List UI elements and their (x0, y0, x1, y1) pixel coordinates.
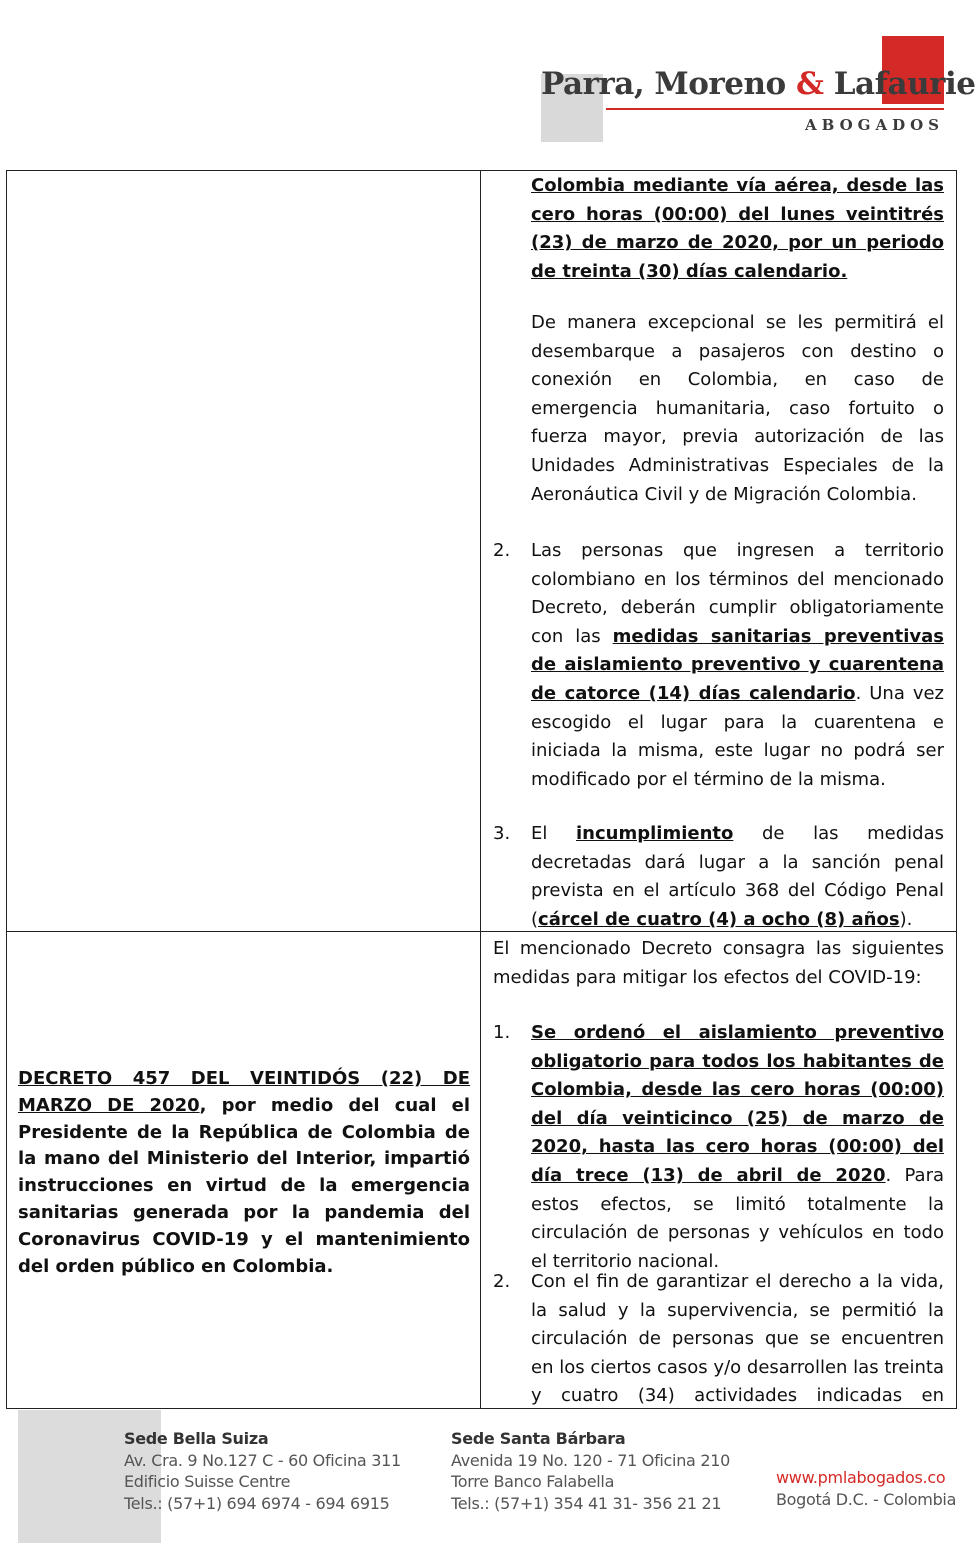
exception-paragraph: De manera excepcional se les permitirá el desembarque a pasajeros con destino o conexión en Colombia, en caso de emergencia humanitaria, caso fortuito o fuerza mayor, previa autorización de las Unidades Administrativas Especiales de la Aeronáutica Civil y de Migración Colombia. (531, 312, 944, 505)
list-number: 2. (493, 1271, 511, 1292)
item2-text-bold: medidas sanitarias preventivas de aislamiento preventivo y cuarentena de catorce (14) días calendario (531, 625, 944, 704)
list-item-penalty (531, 820, 944, 934)
footer-city: Bogotá D.C. - Colombia (776, 1489, 957, 1509)
decree-description (18, 1066, 470, 1280)
item2-text-c: . Una vez escogido el lugar para la cuarentena e iniciada la misma, este lugar no podrá ser modificado por el término de la misma. (531, 682, 945, 790)
measures-intro: El mencionado Decreto consagra las siguientes medidas para mitigar los efectos del COVID-19: (493, 938, 944, 988)
list-number: 1. (493, 1022, 511, 1043)
office-address: Avenida 19 No. 120 - 71 Oficina 210 (451, 1450, 730, 1470)
office-phones: Tels.: (57+1) 354 41 31- 356 21 21 (451, 1493, 722, 1513)
office-name: Sede Santa Bárbara (451, 1429, 626, 1448)
office-address: Av. Cra. 9 No.127 C - 60 Oficina 311 (124, 1450, 401, 1470)
item3-text-a: El (531, 823, 576, 844)
firm-name-part2: Lafaurie (823, 66, 976, 102)
item1-text-rest: . Para estos efectos, se limitó totalmente la circulación de personas y vehículos en todo el territorio nacional. (531, 1164, 945, 1272)
firm-name-part1: Parra, Moreno (541, 66, 796, 102)
item2-text-a: Las personas que ingresen a territorio colombiano en los términos del mencionado Decreto, deberán cumplir obligatoriamente con las (531, 540, 944, 647)
item3-text-bold-2: cárcel de cuatro (4) a ocho (8) años (538, 908, 900, 930)
list-item-quarantine (531, 537, 944, 794)
logo-divider (606, 108, 944, 110)
office-building: Torre Banco Falabella (451, 1472, 615, 1491)
item3-text-bold: incumplimiento (576, 823, 734, 844)
firm-logo-name (541, 66, 976, 102)
list-number: 2. (493, 540, 511, 561)
list-number: 3. (493, 823, 511, 844)
decree-title: DECRETO 457 DEL VEINTIDÓS (22) DE MARZO DE 2020 (18, 1068, 470, 1116)
office-name: Sede Bella Suiza (124, 1429, 269, 1448)
website-link[interactable]: www.pmlabogados.co (776, 1468, 946, 1487)
continuation-bold-text: Colombia mediante vía aérea, desde las cero horas (00:00) del lunes veintitrés (23) de marzo de 2020, por un periodo de treinta (30) días calendario. (531, 175, 944, 282)
list-item-circulation: Con el fin de garantizar el derecho a la vida, la salud y la supervivencia, se permitió la circulación de personas que se encuentren en los ciertos casos y/o desarrollen las treinta y cuatro (34) actividades indicadas en (531, 1271, 944, 1407)
office-phones: Tels.: (57+1) 694 6974 - 694 6915 (124, 1493, 390, 1513)
item1-text-bold: Se ordenó el aislamiento preventivo obligatorio para todos los habitantes de Colombia, desde las cero horas (00:00) del día veinticinco (25) de marzo de 2020, hasta las cero horas (00:00) del día trece (13) de abril de 2020 (531, 1022, 944, 1186)
office-bella-suiza (124, 1428, 401, 1514)
firm-subtitle: ABOGADOS (804, 116, 944, 134)
table-column-divider (480, 170, 481, 1409)
decree-body: , por medio del cual el Presidente de la República de Colombia de la mano del Ministerio del Interior, impartió instrucciones en virtud de la emergencia sanitarias generada por la pandemia del Coronavirus COVID-19 y el mantenimiento del orden público en Colombia. (18, 1094, 470, 1277)
footer-contact (776, 1467, 956, 1510)
item3-text-e: ). (899, 908, 913, 930)
firm-name-ampersand: & (795, 66, 824, 102)
office-santa-barbara (451, 1428, 730, 1514)
office-building: Edificio Suisse Centre (124, 1472, 291, 1491)
item3-text-c: de las medidas decretadas dará lugar a la sanción penal prevista en el artículo 368 del Código Penal ( (531, 823, 944, 930)
list-item-isolation (531, 1019, 944, 1276)
